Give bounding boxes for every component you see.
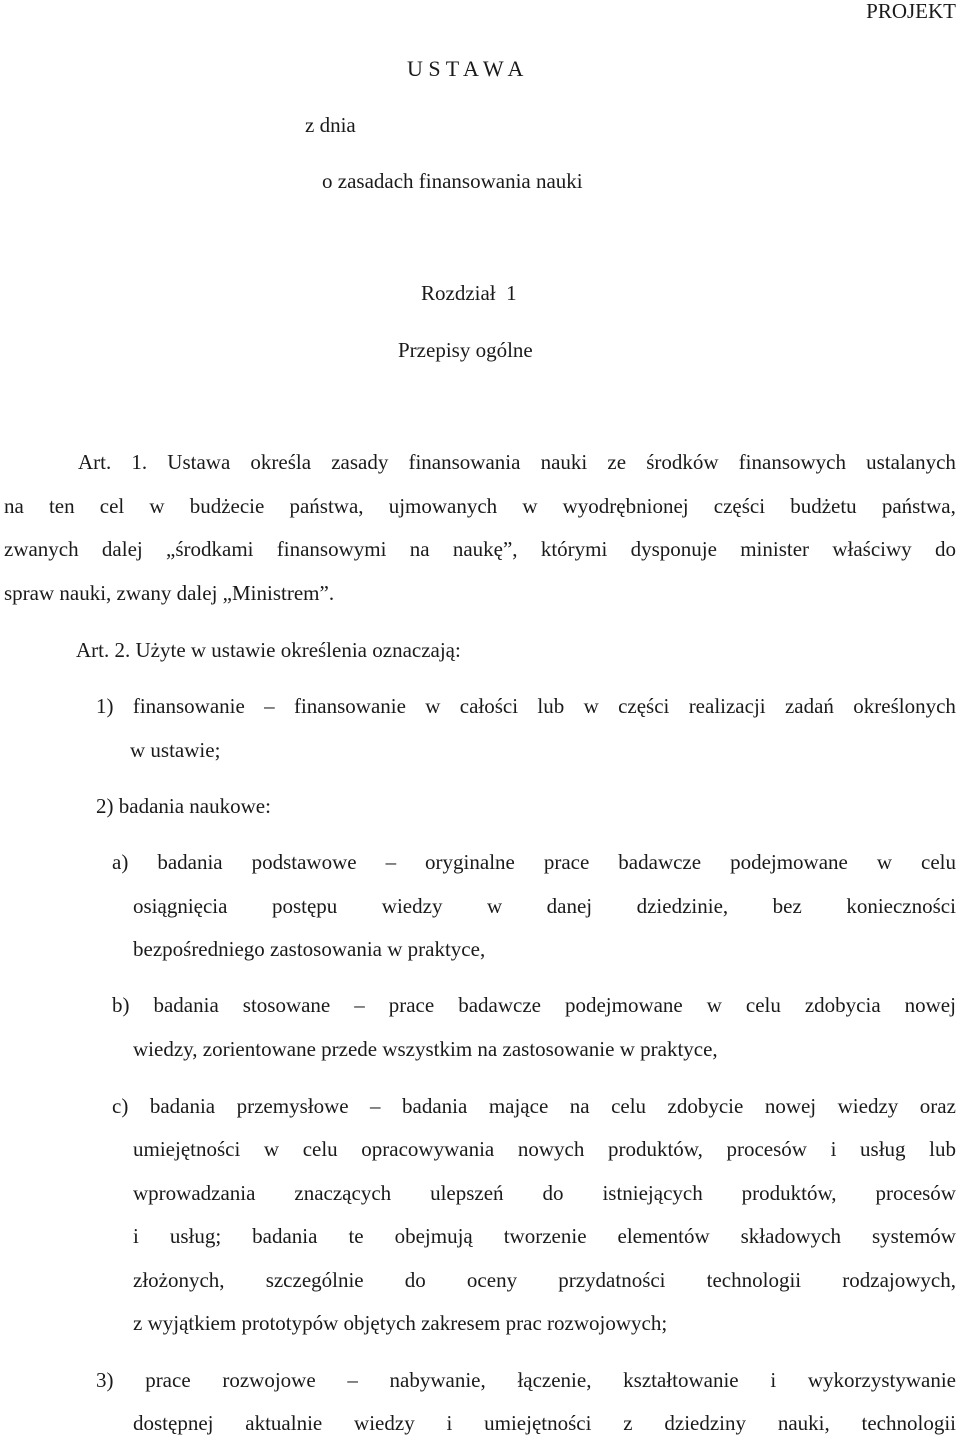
art2-item3-line-2: dostępnej aktualnie wiedzy i umiejętności z dziedziny nauki, technologii [133,1411,956,1435]
art2-item2: 2) badania naukowe: [96,794,271,818]
chapter-number: Rozdział 1 [421,281,517,305]
art2-item2c-line-6: z wyjątkiem prototypów objętych zakresem prac rozwojowych; [133,1311,668,1335]
art1-line-3: zwanych dalej „środkami finansowymi na naukę”, którymi dysponuje minister właściwy do [4,537,956,561]
art2-item2c-line-3: wprowadzania znaczących ulepszeń do istniejących produktów, procesów [133,1181,956,1205]
document-date: z dnia [305,113,356,137]
art2-item2c-line-5: złożonych, szczególnie do oceny przydatności technologii rodzajowych, [133,1268,956,1292]
projekt-label: PROJEKT [866,0,956,23]
art2-item2b-line-1: b) badania stosowane – prace badawcze podejmowane w celu zdobycia nowej [112,993,956,1017]
art2-item1-line-1: 1) finansowanie – finansowanie w całości lub w części realizacji zadań określonych [96,694,956,718]
art1-line-2: na ten cel w budżecie państwa, ujmowanych w wyodrębnionej części budżetu państwa, [4,494,956,518]
art1-line-4: spraw nauki, zwany dalej „Ministrem”. [4,581,335,605]
art2-item3-line-1: 3) prace rozwojowe – nabywanie, łączenie, kształtowanie i wykorzystywanie [96,1368,956,1392]
art1-line-1: Art. 1. Ustawa określa zasady finansowania nauki ze środków finansowych ustalanych [78,450,956,474]
chapter-name: Przepisy ogólne [398,338,533,362]
art2-intro: Art. 2. Użyte w ustawie określenia oznaczają: [76,638,461,662]
art2-item2c-line-1: c) badania przemysłowe – badania mające na celu zdobycie nowej wiedzy oraz [112,1094,956,1118]
document-subject: o zasadach finansowania nauki [322,169,583,193]
art2-item2b-line-2: wiedzy, zorientowane przede wszystkim na zastosowanie w praktyce, [133,1037,718,1061]
art2-item2a-line-2: osiągnięcia postępu wiedzy w danej dziedzinie, bez konieczności [133,894,956,918]
art2-item2a-line-3: bezpośredniego zastosowania w praktyce, [133,937,486,961]
art2-item2c-line-2: umiejętności w celu opracowywania nowych produktów, procesów i usług lub [133,1137,956,1161]
art2-item2c-line-4: i usług; badania te obejmują tworzenie elementów składowych systemów [133,1224,956,1248]
art2-item1-line-2: w ustawie; [130,738,221,762]
art2-item2a-line-1: a) badania podstawowe – oryginalne prace badawcze podejmowane w celu [112,850,956,874]
document-title: U S T A W A [407,56,524,81]
